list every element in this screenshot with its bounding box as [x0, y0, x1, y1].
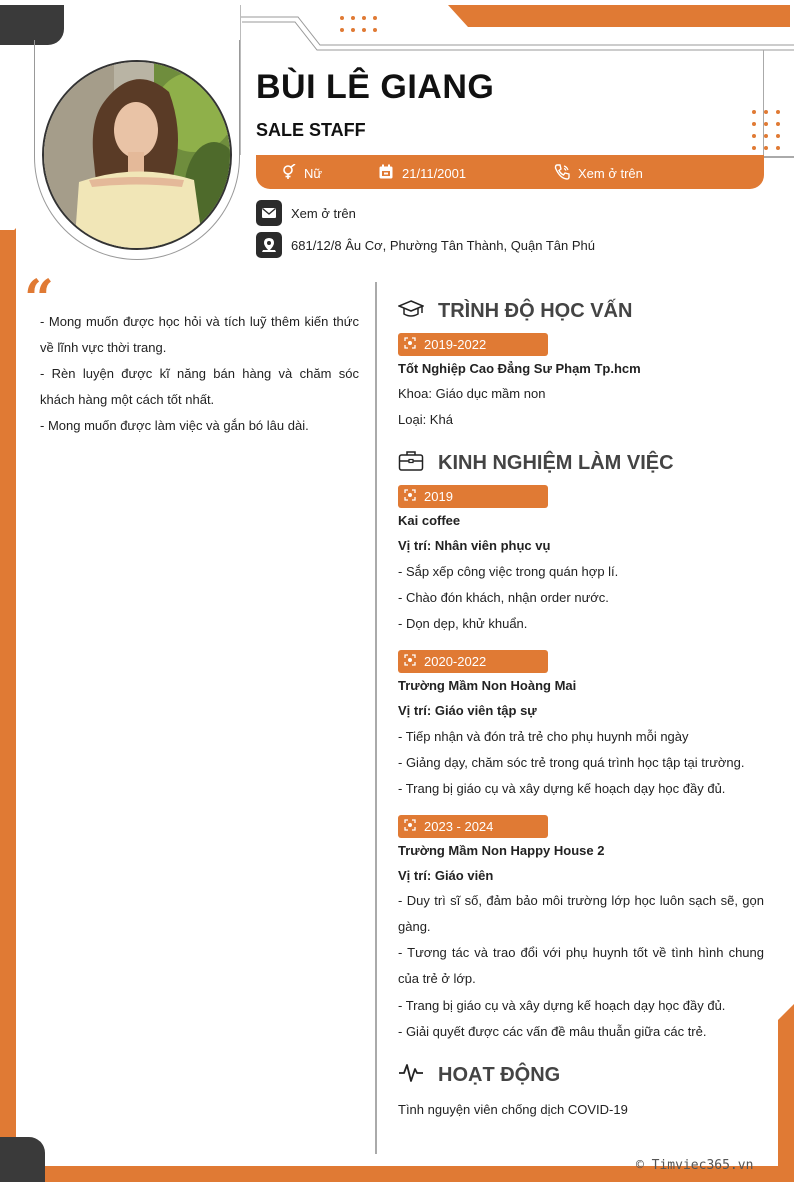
job-duty: - Trang bị giáo cụ và xây dựng kế hoạch dạy học đầy đủ.	[398, 998, 726, 1013]
activity-item: Tình nguyện viên chống dịch COVID-19	[398, 1102, 628, 1117]
personal-info-bar	[256, 155, 764, 189]
birthdate-value: 21/11/2001	[402, 166, 467, 181]
job-title: SALE STAFF	[256, 120, 366, 140]
header-outline	[240, 0, 800, 60]
period-text: 2023 - 2024	[424, 819, 494, 834]
job-period	[398, 650, 548, 673]
job-duty: - Trang bị giáo cụ và xây dựng kế hoạch dạy học đầy đủ.	[398, 781, 726, 796]
job-position: Vị trí: Giáo viên tập sự	[398, 703, 537, 718]
faculty: Khoa: Giáo dục mầm non	[398, 386, 546, 401]
company-name: Kai coffee	[398, 513, 461, 528]
phone-value: Xem ở trên	[578, 166, 643, 181]
objective-line: - Mong muốn được làm việc và gắn bó lâu dài.	[40, 418, 309, 433]
period-text: 2019-2022	[424, 337, 487, 352]
period-text: 2020-2022	[424, 654, 487, 669]
column-divider	[375, 282, 377, 1154]
job-period	[398, 485, 548, 508]
objective-line: - Mong muốn được học hỏi và tích luỹ thêm kiến thức về lĩnh vực thời trang.	[40, 314, 359, 355]
job-period	[398, 815, 548, 838]
header-divider	[240, 5, 241, 155]
gender-info	[280, 164, 322, 183]
career-objective	[40, 309, 359, 439]
education-period	[398, 333, 548, 356]
address-row	[256, 232, 595, 258]
calendar-icon	[378, 164, 394, 183]
corner-decoration-top	[0, 5, 64, 45]
location-icon	[256, 232, 282, 258]
objective-line: - Rèn luyện được kĩ năng bán hàng và chăm sóc khách hàng một cách tốt nhất.	[40, 366, 359, 407]
job-position: Vị trí: Giáo viên	[398, 868, 494, 883]
right-orange-border	[778, 1020, 794, 1182]
pulse-icon	[398, 1060, 424, 1091]
job-duty: - Dọn dẹp, khử khuẩn.	[398, 616, 528, 631]
period-text: 2019	[424, 489, 453, 504]
left-orange-border	[0, 230, 16, 1182]
job-duty: - Duy trì sĩ số, đảm bảo môi trường lớp học luôn sạch sẽ, gọn gàng.	[398, 893, 764, 934]
corner-decoration-bottom	[0, 1137, 45, 1182]
focus-icon	[404, 819, 416, 834]
quote-icon: “	[24, 269, 54, 330]
activities-heading	[398, 1060, 560, 1091]
company-name: Trường Mầm Non Hoàng Mai	[398, 678, 577, 693]
job-position: Vị trí: Nhân viên phục vụ	[398, 538, 551, 553]
grade: Loại: Khá	[398, 412, 453, 427]
focus-icon	[404, 337, 416, 352]
email-value: Xem ở trên	[291, 205, 356, 221]
phone-icon	[554, 164, 570, 183]
gender-value: Nữ	[304, 166, 323, 181]
job-duty: - Chào đón khách, nhận order nước.	[398, 590, 609, 605]
briefcase-icon	[398, 448, 424, 479]
phone-info	[554, 164, 643, 183]
avatar	[42, 60, 232, 250]
mail-icon	[256, 200, 282, 226]
section-title: HOẠT ĐỘNG	[438, 1064, 561, 1086]
job-duty: - Giải quyết được các vấn đề mâu thuẫn giữa các trẻ.	[398, 1024, 707, 1039]
gender-icon	[280, 164, 296, 183]
focus-icon	[404, 654, 416, 669]
education-heading	[398, 296, 632, 327]
job-duty: - Giảng dạy, chăm sóc trẻ trong quá trình học tập tại trường.	[398, 755, 745, 770]
birthdate-info	[378, 164, 466, 183]
section-title: TRÌNH ĐỘ HỌC VẤN	[438, 300, 633, 322]
experience-heading	[398, 448, 674, 479]
job-duty: - Tiếp nhận và đón trả trẻ cho phụ huynh mỗi ngày	[398, 729, 689, 744]
right-border-cap	[778, 1004, 794, 1020]
dot-pattern-top	[340, 16, 377, 32]
email-row	[256, 200, 356, 226]
focus-icon	[404, 489, 416, 504]
company-name: Trường Mầm Non Happy House 2	[398, 843, 605, 858]
section-title: KINH NGHIỆM LÀM VIỆC	[438, 452, 674, 474]
job-duty: - Sắp xếp công việc trong quán hợp lí.	[398, 564, 619, 579]
job-duty: - Tương tác và trao đổi với phụ huynh tốt về tình hình chung của trẻ ở lớp.	[398, 945, 764, 986]
watermark: © Timviec365.vn	[636, 1158, 754, 1173]
graduation-cap-icon	[398, 296, 424, 327]
address-value: 681/12/8 Âu Cơ, Phường Tân Thành, Quận Tân Phú	[291, 237, 596, 253]
candidate-name: BÙI LÊ GIANG	[256, 68, 495, 106]
school-name: Tốt Nghiệp Cao Đẳng Sư Phạm Tp.hcm	[398, 361, 641, 376]
dot-pattern-right	[752, 110, 780, 150]
